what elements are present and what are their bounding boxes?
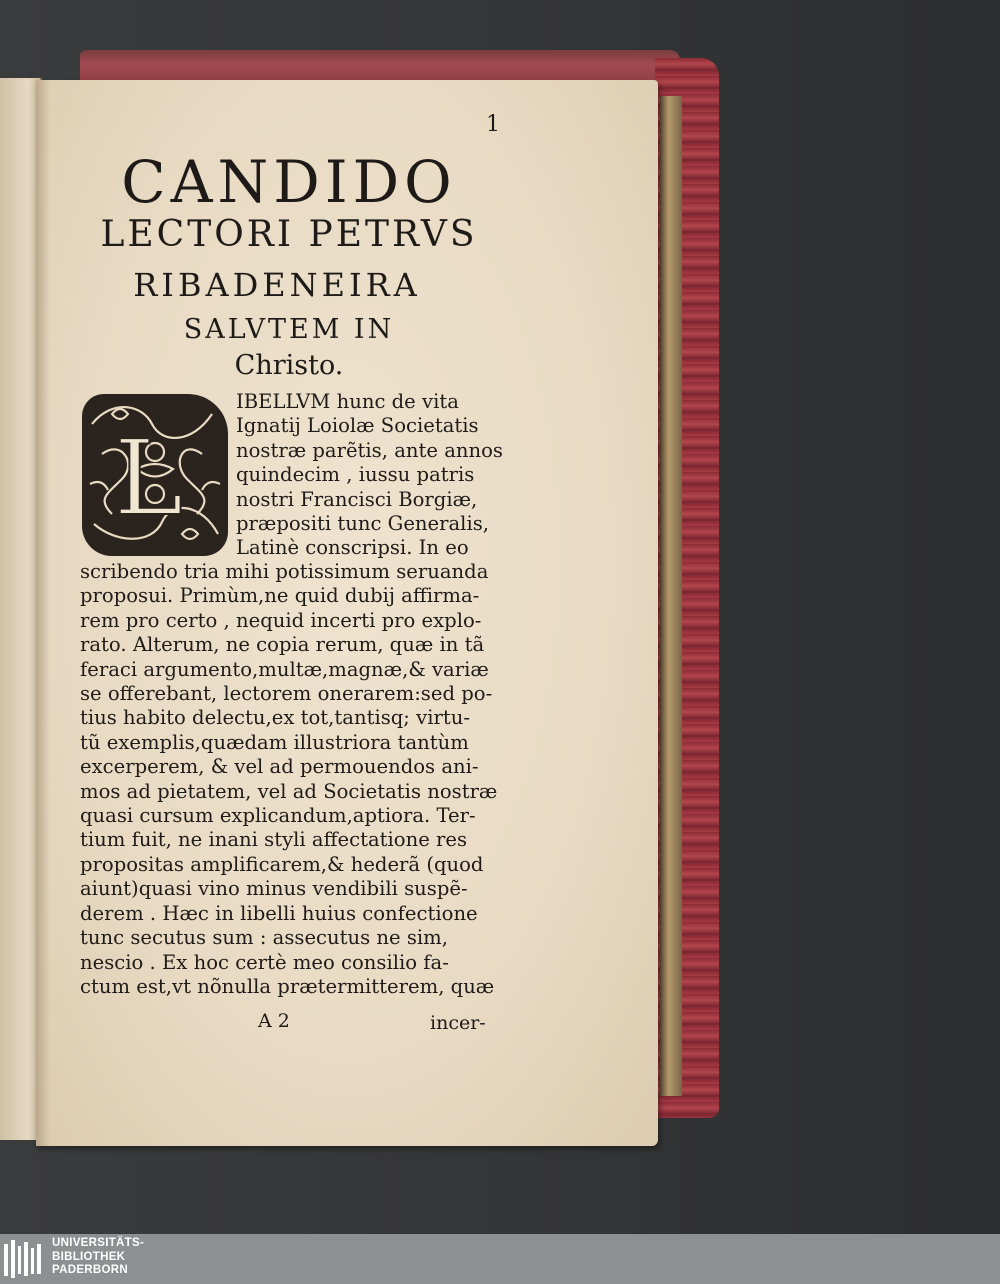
body-text [80, 560, 497, 999]
body-text-indented [236, 390, 503, 561]
text-line: præpositi tunc Generalis, [236, 512, 489, 536]
footer-bar [0, 1234, 1000, 1284]
text-line: quasi cursum explicandum,aptiora. Ter- [80, 804, 476, 828]
text-line: tium fuit, ne inani styli affectatione res [80, 828, 468, 852]
text-line: feraci argumento,multæ,magnæ,& variæ [80, 657, 489, 681]
title-line: SALVTEM IN [183, 314, 395, 345]
text-line: nostræ parẽtis, ante annos [236, 438, 503, 462]
page-number: 1 [486, 112, 500, 137]
text-line: quindecim , iussu patris [236, 463, 475, 487]
text-line: IBELLVM hunc de vita [236, 390, 459, 413]
text-line: excerperem, & vel ad permouendos ani- [80, 755, 479, 779]
institution-line: UNIVERSITÄTS- [52, 1237, 145, 1249]
text-line: proposui. Primùm,ne quid dubij affirma- [80, 584, 480, 608]
text-line: tius habito delectu,ex tot,tantisq; virtu- [80, 706, 470, 730]
text-line: tũ exemplis,quædam illustriora tantùm [80, 730, 469, 754]
signature-mark: A 2 [258, 1010, 290, 1032]
floral-ornament-icon [82, 394, 228, 556]
text-line: Ignatij Loiolæ Societatis [236, 414, 479, 438]
text-line: rato. Alterum, ne copia rerum, quæ in tã [80, 633, 485, 657]
text-line: mos ad pietatem, vel ad Societatis nostræ [80, 779, 498, 803]
text-line: aiunt)quasi vino minus vendibili suspẽ- [80, 877, 468, 901]
catchword: incer- [430, 1012, 486, 1034]
institution-line: BIBLIOTHEK [52, 1250, 126, 1263]
text-line: ctum est,vt nõnulla prætermitterem, quæ [80, 974, 495, 998]
text-line: scribendo tria mihi potissimum seruanda [80, 560, 489, 583]
text-line: propositas amplificarem,& hederã (quod [80, 852, 484, 876]
institution-name [52, 1237, 144, 1278]
book-fore-edge-gilt [660, 96, 682, 1096]
text-line: nostri Francisci Borgiæ, [236, 487, 478, 511]
title-line: RIBADENEIRA [133, 266, 421, 304]
title-line: LECTORI PETRVS [100, 214, 478, 255]
text-line: nescio . Ex hoc certè meo consilio fa- [80, 950, 449, 974]
page-gutter-shadow [36, 80, 50, 1146]
text-line: Latinè conscripsi. In eo [236, 536, 469, 560]
text-line: se offerebant, lectorem onerarem:sed po- [80, 682, 493, 706]
initial-letter: L [114, 417, 184, 539]
title-line: Christo. [234, 350, 344, 381]
text-line: tunc secutus sum : assecutus ne sim, [80, 926, 448, 950]
text-line: rem pro certo , nequid incerti pro explo- [80, 608, 482, 632]
title-line: CANDIDO [121, 148, 457, 216]
library-logo-icon [2, 1238, 44, 1280]
text-line: derem . Hæc in libelli huius confectione [80, 901, 478, 925]
footer-banner [0, 1234, 1000, 1284]
institution-line: PADERBORN [52, 1264, 128, 1276]
decorated-initial-letter [82, 394, 228, 556]
